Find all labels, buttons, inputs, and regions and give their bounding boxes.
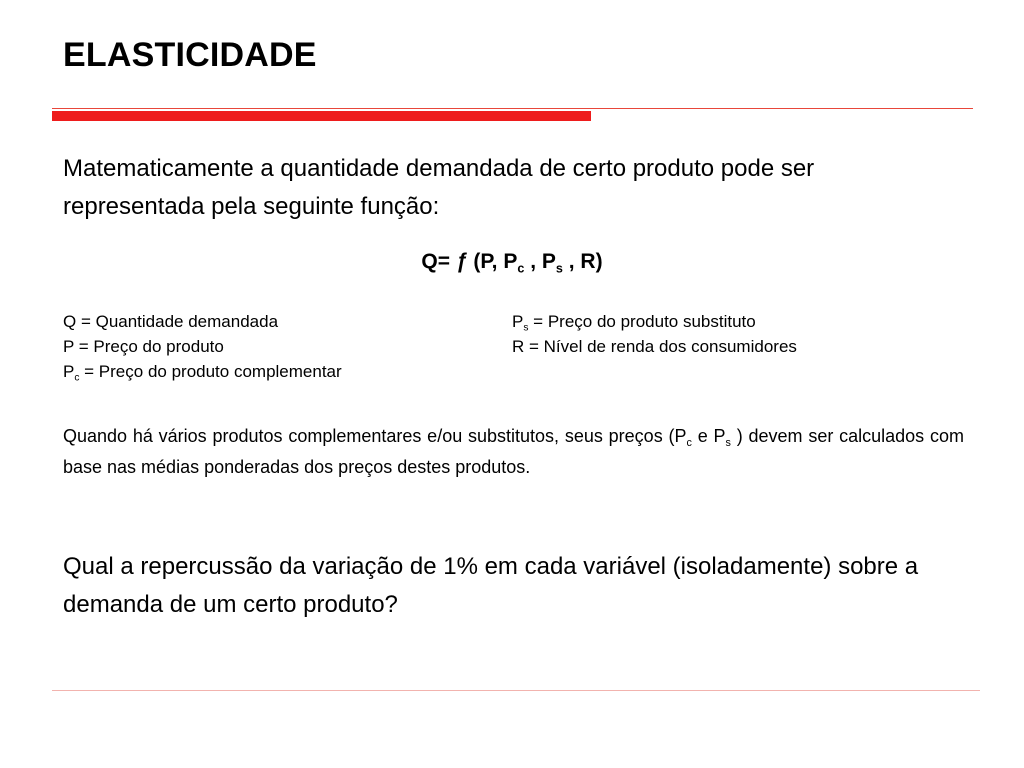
slide-title: ELASTICIDADE: [63, 36, 317, 74]
definition-income: R = Nível de renda dos consumidores: [512, 337, 797, 356]
formula-subscript-c: c: [517, 261, 525, 276]
weighted-average-paragraph: Quando há vários produtos complementares e/ou substitutos, seus preços ($P_c$ e $P_s$ ) devem ser calculados com base nas médias ponderadas dos preços destes produtos.: [63, 426, 964, 477]
question-text: Qual a repercussão da variação de 1% em cada variável (isoladamente) sobre a demanda de um certo produto?: [63, 553, 919, 618]
formula-mid: , P: [524, 250, 556, 273]
title-divider-line: [52, 108, 973, 109]
definition-price: P = Preço do produto: [63, 337, 224, 356]
title-accent-bar: [52, 111, 591, 121]
formula-prefix: Q=: [421, 250, 456, 273]
definitions-left-column: [63, 309, 342, 384]
definition-substitute-price: $P_s$ = Preço do produto substituto: [512, 312, 756, 334]
function-symbol: ƒ: [455, 250, 468, 273]
definition-complementary-price: $P_c$ = Preço do produto complementar: [63, 362, 342, 384]
formula-subscript-s: s: [555, 261, 563, 276]
formula-open: (P, P: [467, 250, 518, 273]
demand-function-formula: [0, 250, 1024, 274]
intro-text: Matematicamente a quantidade demandada de certo produto pode ser representada pela seguinte função:: [63, 155, 815, 220]
definition-quantity: Q = Quantidade demandada: [63, 312, 279, 331]
footer-divider-line: [52, 690, 980, 691]
formula-close: , R): [562, 250, 603, 273]
definitions-right-column: [512, 309, 797, 359]
